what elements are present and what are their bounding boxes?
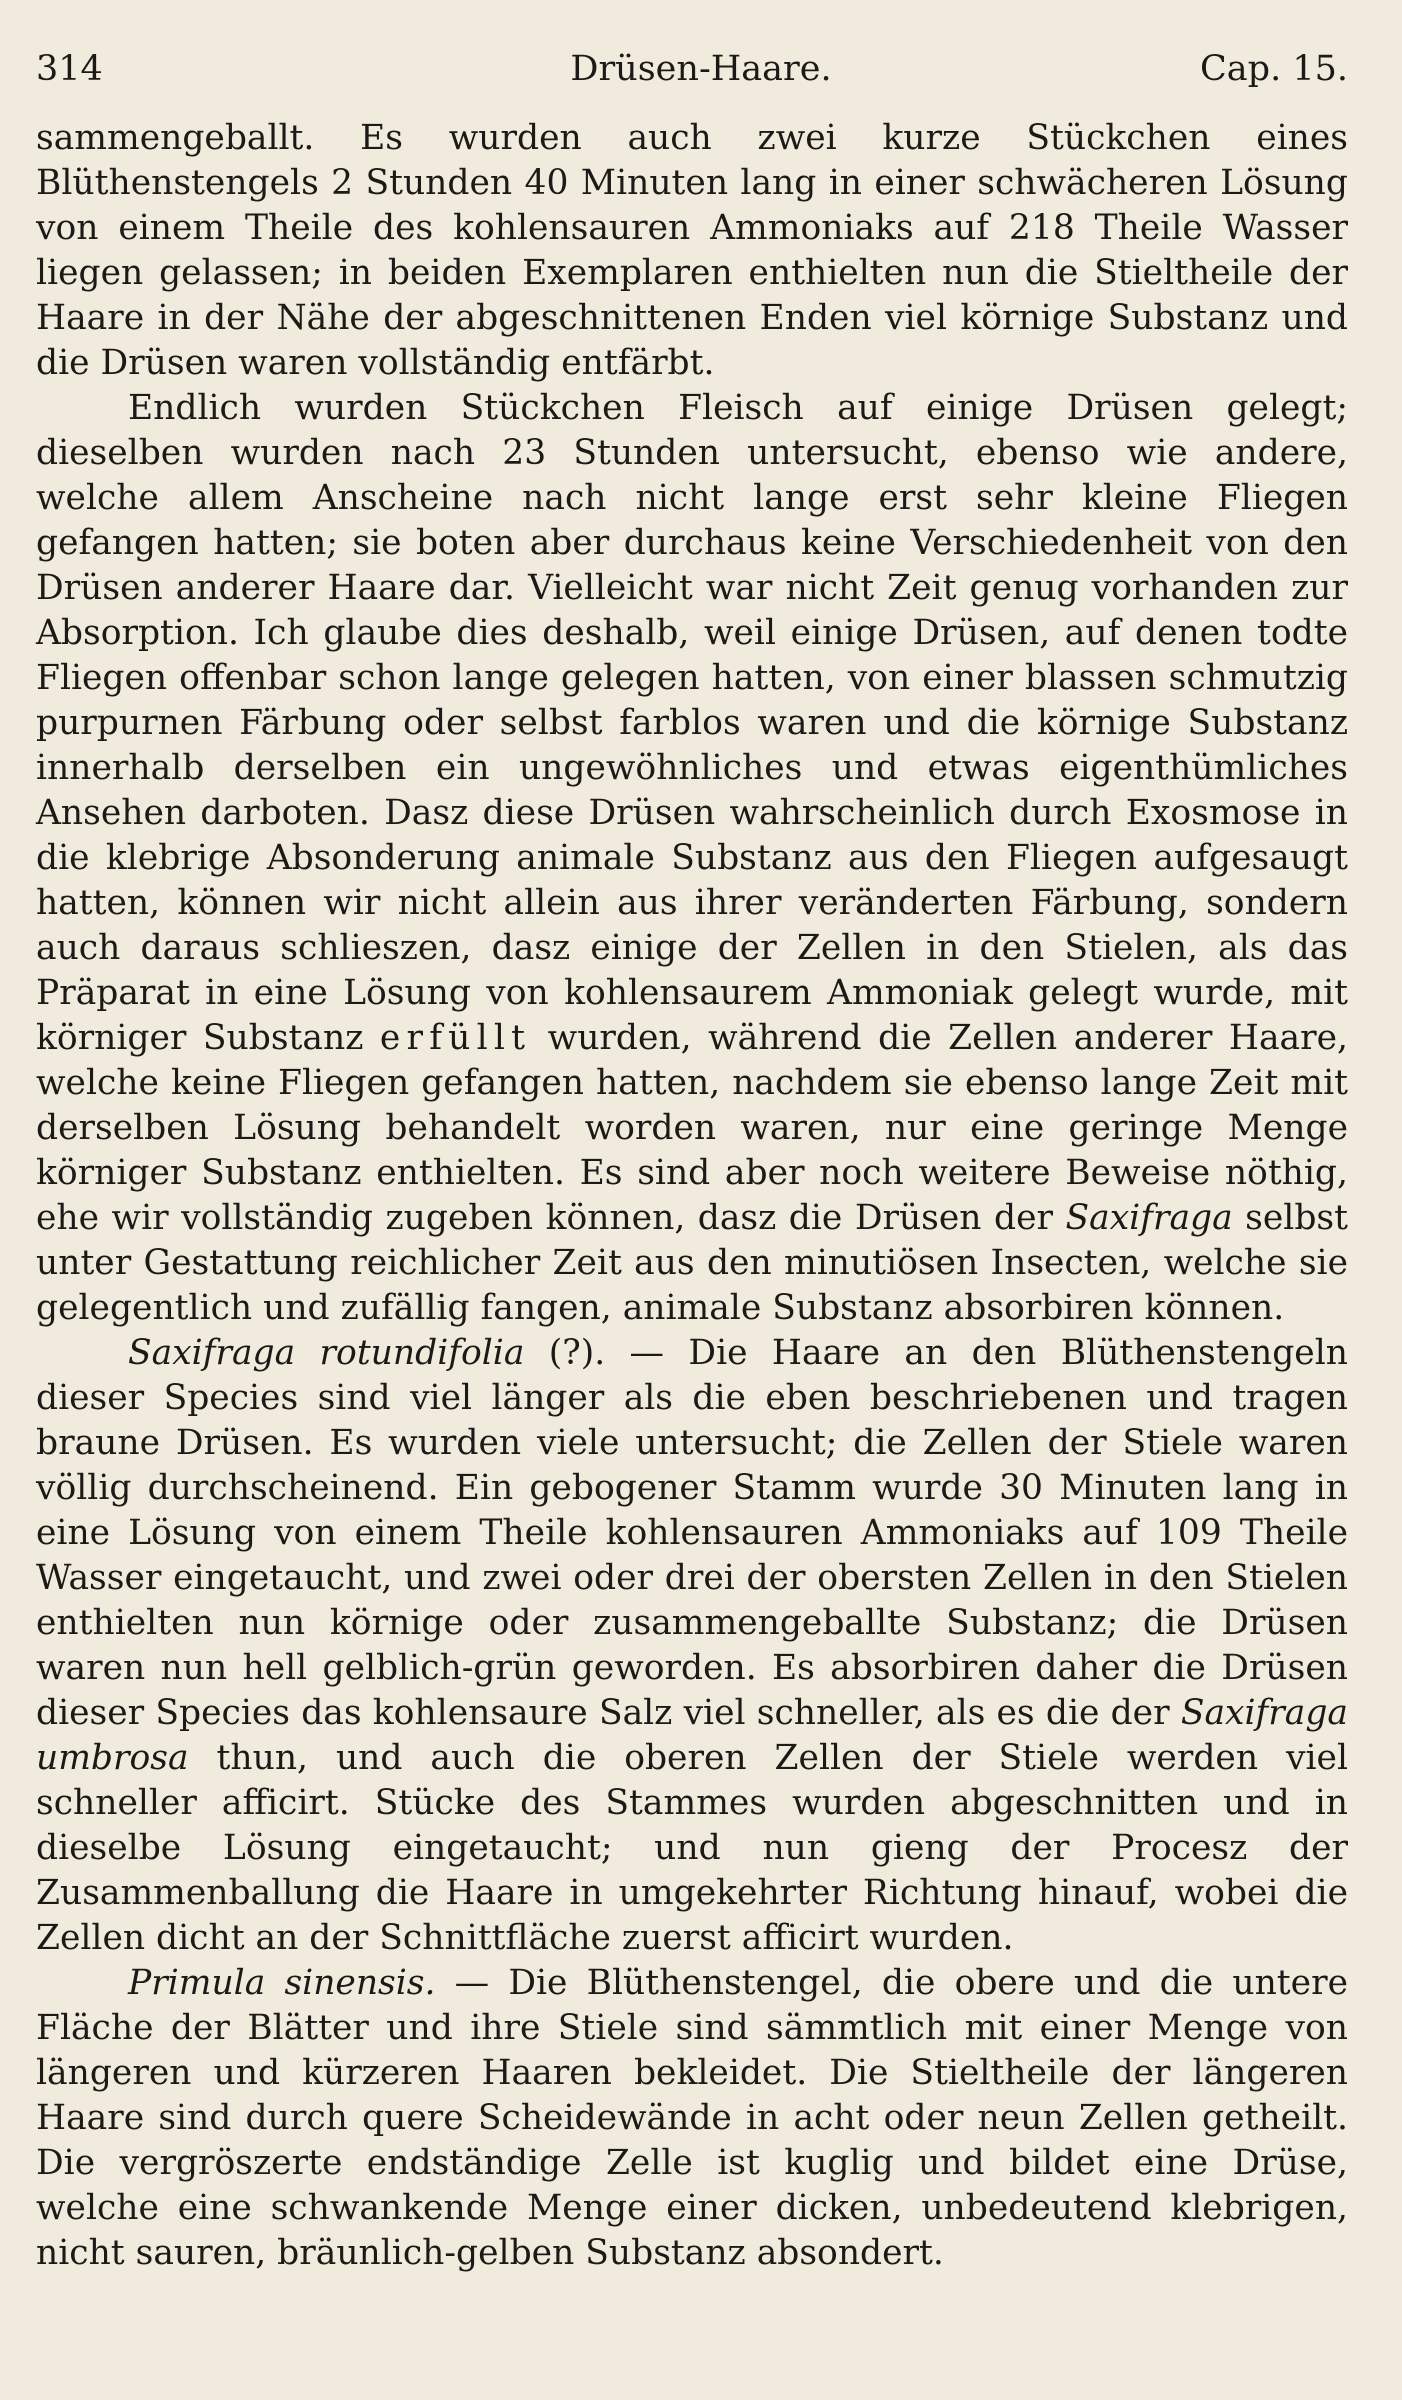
text-run: Endlich wurden Stückchen Fleisch auf einige Drüsen gelegt; dieselben wurden nach 23 Stunden untersucht, ebenso wie andere, welche allem Anscheine nach nicht lange erst sehr kleine Fliegen gefangen hatten; sie boten aber durchaus keine Verschiedenheit von den Drüsen anderer Haare dar. Vielleicht war nicht Zeit genug vorhanden zur Absorption. Ich glaube dies deshalb, weil einige Drüsen, auf denen todte Fliegen offenbar schon lange gelegen hatten, von einer blassen schmutzig purpurnen Färbung oder selbst farblos waren und die körnige Substanz innerhalb derselben ein ungewöhnliches und etwas eigenthümliches Ansehen darboten. Dasz diese Drüsen wahrscheinlich durch Exosmose in die klebrige Absonderung animale Substanz aus den Fliegen aufgesaugt hatten, können wir nicht allein aus ihrer veränderten Färbung, sondern auch daraus schlieszen, dasz einige der Zellen in den Stielen, als das Präparat in eine Lösung von kohlensaurem Ammoniak gelegt wurde, mit körniger Substanz xyxy=(36,388,1348,1058)
text-run: selbst unter Gestattung reichlicher Zeit aus den minutiösen Insecten, welche sie gelegentlich und zufällig fangen, animale Substanz absorbiren können. xyxy=(36,1198,1348,1328)
text-run: (?). — Die Haare an den Blüthenstengeln dieser Species sind viel länger als die eben beschriebenen und tragen braune Drüsen. Es wurden viele untersucht; die Zellen der Stiele waren völlig durchscheinend. Ein gebogener Stamm wurde 30 Minuten lang in eine Lösung von einem Theile kohlensauren Ammoniaks auf 109 Theile Wasser eingetaucht, und zwei oder drei der obersten Zellen in den Stielen enthielten nun körnige oder zusammengeballte Substanz; die Drüsen waren nun hell gelblich-grün geworden. Es absorbiren daher die Drüsen dieser Species das kohlensaure Salz viel schneller, als es die der xyxy=(36,1333,1348,1733)
italic-term: Saxifraga rotundifolia xyxy=(128,1333,525,1373)
running-title: Drüsen-Haare. xyxy=(570,49,832,89)
paragraph xyxy=(36,116,1348,386)
text-run: — Die Blüthenstengel, die obere und die untere Fläche der Blätter und ihre Stiele sind sämmtlich mit einer Menge von längeren und kürzeren Haaren bekleidet. Die Stieltheile der längeren Haare sind durch quere Scheidewände in acht oder neun Zellen getheilt. Die vergröszerte endständige Zelle ist kuglig und bildet eine Drüse, welche eine schwankende Menge einer dicken, unbedeutend klebrigen, nicht sauren, bräunlich-gelben Substanz absondert. xyxy=(36,1963,1348,2273)
paragraph xyxy=(36,1961,1348,2276)
running-header xyxy=(36,44,1348,94)
italic-term: Saxifraga umbrosa xyxy=(36,1693,1348,1778)
paragraph xyxy=(36,386,1348,1331)
page-number: 314 xyxy=(36,49,103,89)
paragraph xyxy=(36,1331,1348,1961)
italic-term: Saxifraga xyxy=(1065,1198,1233,1238)
text-run: sammengeballt. Es wurden auch zwei kurze Stückchen eines Blüthenstengels 2 Stunden 40 Minuten lang in einer schwächeren Lösung von einem Theile des kohlensauren Ammoniaks auf 218 Theile Wasser liegen gelassen; in beiden Exemplaren enthielten nun die Stieltheile der Haare in der Nähe der abgeschnittenen Enden viel körnige Substanz und die Drüsen waren vollständig entfärbt. xyxy=(36,118,1348,383)
page-body xyxy=(36,116,1348,2276)
text-run: thun, und auch die oberen Zellen der Stiele werden viel schneller afficirt. Stücke des Stammes wurden abgeschnitten und in dieselbe Lösung eingetaucht; und nun gieng der Procesz der Zusammenballung die Haare in umgekehrter Richtung hinauf, wobei die Zellen dicht an der Schnittfläche zuerst afficirt wurden. xyxy=(36,1738,1348,1958)
chapter-label: Cap. 15. xyxy=(1200,49,1348,89)
italic-term: Primula sinensis. xyxy=(128,1963,436,2003)
spaced-emphasis: erfüllt xyxy=(379,1018,532,1058)
text-run: wurden, während die Zellen anderer Haare, welche keine Fliegen gefangen hatten, nachdem sie ebenso lange Zeit mit derselben Lösung behandelt worden waren, nur eine geringe Menge körniger Substanz enthielten. Es sind aber noch weitere Beweise nöthig, ehe wir vollständig zugeben können, dasz die Drüsen der xyxy=(36,1018,1348,1238)
